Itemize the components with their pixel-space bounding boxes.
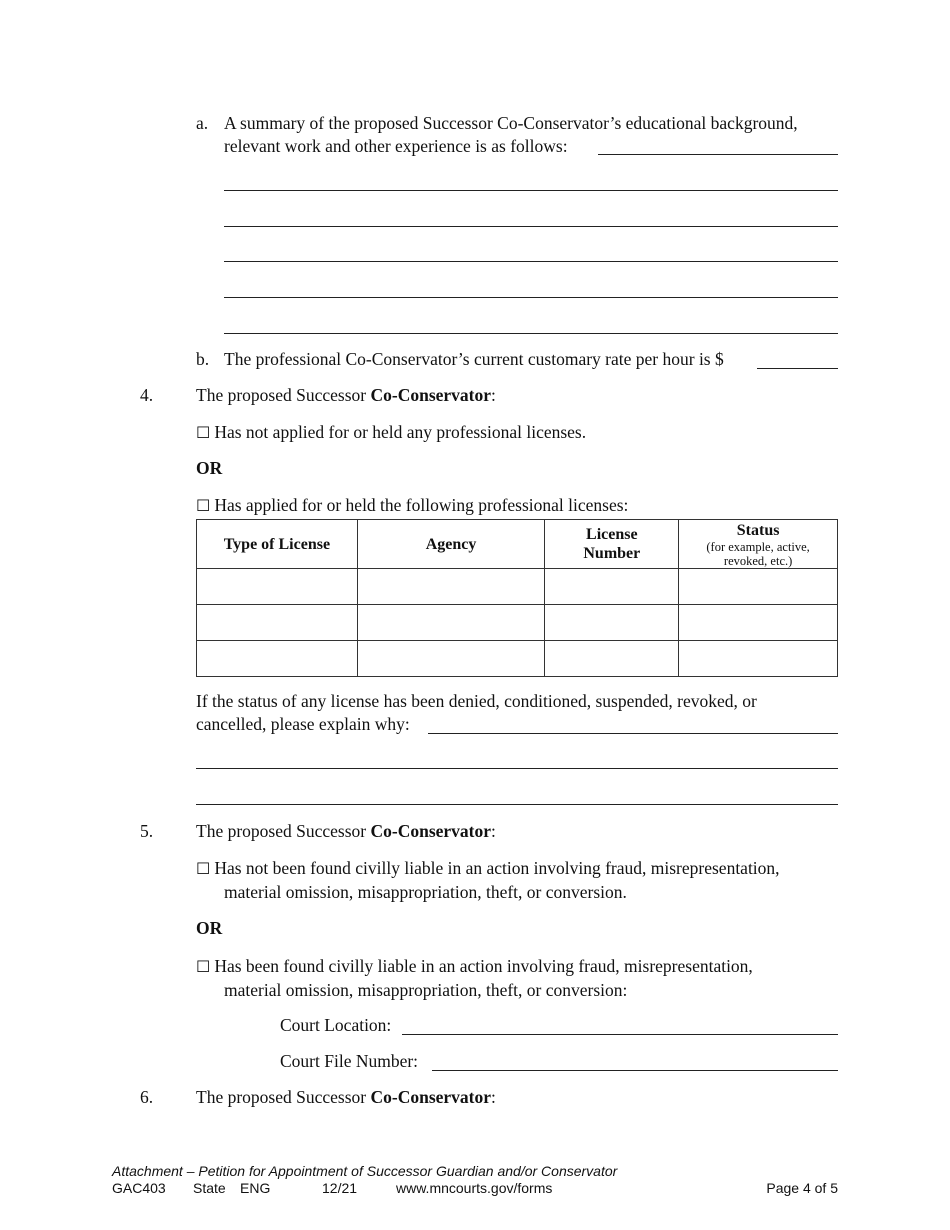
licenses-table — [196, 519, 838, 677]
checkbox-icon[interactable]: ☐ — [196, 496, 211, 515]
item-3a-text-line1: A summary of the proposed Successor Co-Conservator’s educational background, — [224, 113, 798, 133]
table-cell[interactable] — [545, 605, 679, 641]
checkbox-icon[interactable]: ☐ — [196, 957, 211, 976]
table-row — [197, 569, 838, 605]
footer-jurisdiction: State — [193, 1180, 226, 1196]
item-4-number: 4. — [140, 385, 154, 405]
experience-field-line-5[interactable] — [224, 297, 838, 298]
item-5-lead: The proposed Successor Co-Conservator: — [196, 821, 496, 841]
table-cell[interactable] — [679, 641, 838, 677]
licenses-table-header-row — [197, 520, 838, 569]
item-4-lead: The proposed Successor Co-Conservator: — [196, 385, 496, 405]
item-4-option-licensed[interactable]: ☐ Has applied for or held the following professional licenses: — [196, 495, 629, 515]
item-5-number: 5. — [140, 821, 154, 841]
item-5-option-not-liable[interactable]: ☐ Has not been found civilly liable in an action involving fraud, misrepresentation, — [196, 858, 780, 878]
checkbox-icon[interactable]: ☐ — [196, 859, 211, 878]
table-cell[interactable] — [197, 641, 358, 677]
item-3b-text: The professional Co-Conservator’s current customary rate per hour is $ — [224, 349, 724, 369]
item-3a-text-line2: relevant work and other experience is as follows: — [224, 136, 568, 156]
experience-field-line-3[interactable] — [224, 226, 838, 227]
table-cell[interactable] — [545, 569, 679, 605]
table-cell[interactable] — [357, 641, 545, 677]
footer-title: Attachment – Petition for Appointment of Successor Guardian and/or Conservator — [112, 1163, 618, 1179]
item-4-option-not-licensed[interactable]: ☐ Has not applied for or held any professional licenses. — [196, 422, 587, 442]
item-5-option-liable[interactable]: ☐ Has been found civilly liable in an action involving fraud, misrepresentation, — [196, 956, 753, 976]
header-license-number: License Number — [545, 520, 679, 569]
item-6-lead: The proposed Successor Co-Conservator: — [196, 1087, 496, 1107]
footer-page-number: Page 4 of 5 — [766, 1180, 838, 1196]
table-cell[interactable] — [197, 569, 358, 605]
footer-form-code: GAC403 — [112, 1180, 166, 1196]
experience-field-line-6[interactable] — [224, 333, 838, 334]
header-type-of-license: Type of License — [197, 520, 358, 569]
table-row — [197, 641, 838, 677]
court-file-number-label: Court File Number: — [280, 1051, 419, 1071]
item-5-option-not-liable-line2: material omission, misappropriation, theft, or conversion. — [224, 882, 627, 902]
item-3a-marker: a. — [196, 113, 209, 133]
footer-language: ENG — [240, 1180, 271, 1196]
experience-field-line-1[interactable] — [598, 154, 838, 155]
item-4-explain-line2: cancelled, please explain why: — [196, 714, 410, 734]
explain-field-line-2[interactable] — [196, 768, 838, 769]
item-5-or-label: OR — [196, 918, 223, 938]
court-file-number-field[interactable] — [432, 1070, 838, 1071]
court-location-field[interactable] — [402, 1034, 838, 1035]
footer-url[interactable]: www.mncourts.gov/forms — [396, 1180, 553, 1196]
item-4-explain-line1: If the status of any license has been denied, conditioned, suspended, revoked, or — [196, 691, 757, 711]
court-location-label: Court Location: — [280, 1015, 392, 1035]
experience-field-line-2[interactable] — [224, 190, 838, 191]
header-agency: Agency — [357, 520, 545, 569]
table-cell[interactable] — [679, 569, 838, 605]
hourly-rate-field[interactable] — [757, 368, 838, 369]
table-cell[interactable] — [679, 605, 838, 641]
table-cell[interactable] — [197, 605, 358, 641]
item-4-or-label: OR — [196, 458, 223, 478]
experience-field-line-4[interactable] — [224, 261, 838, 262]
item-5-option-liable-line2: material omission, misappropriation, theft, or conversion: — [224, 980, 628, 1000]
item-3b-marker: b. — [196, 349, 210, 369]
checkbox-icon[interactable]: ☐ — [196, 423, 211, 442]
table-cell[interactable] — [357, 605, 545, 641]
header-status: Status (for example, active, revoked, etc.) — [679, 520, 838, 569]
table-cell[interactable] — [545, 641, 679, 677]
item-6-number: 6. — [140, 1087, 154, 1107]
explain-field-line-3[interactable] — [196, 804, 838, 805]
table-cell[interactable] — [357, 569, 545, 605]
footer-revision: 12/21 — [322, 1180, 358, 1196]
table-row — [197, 605, 838, 641]
explain-field-line-1[interactable] — [428, 733, 838, 734]
